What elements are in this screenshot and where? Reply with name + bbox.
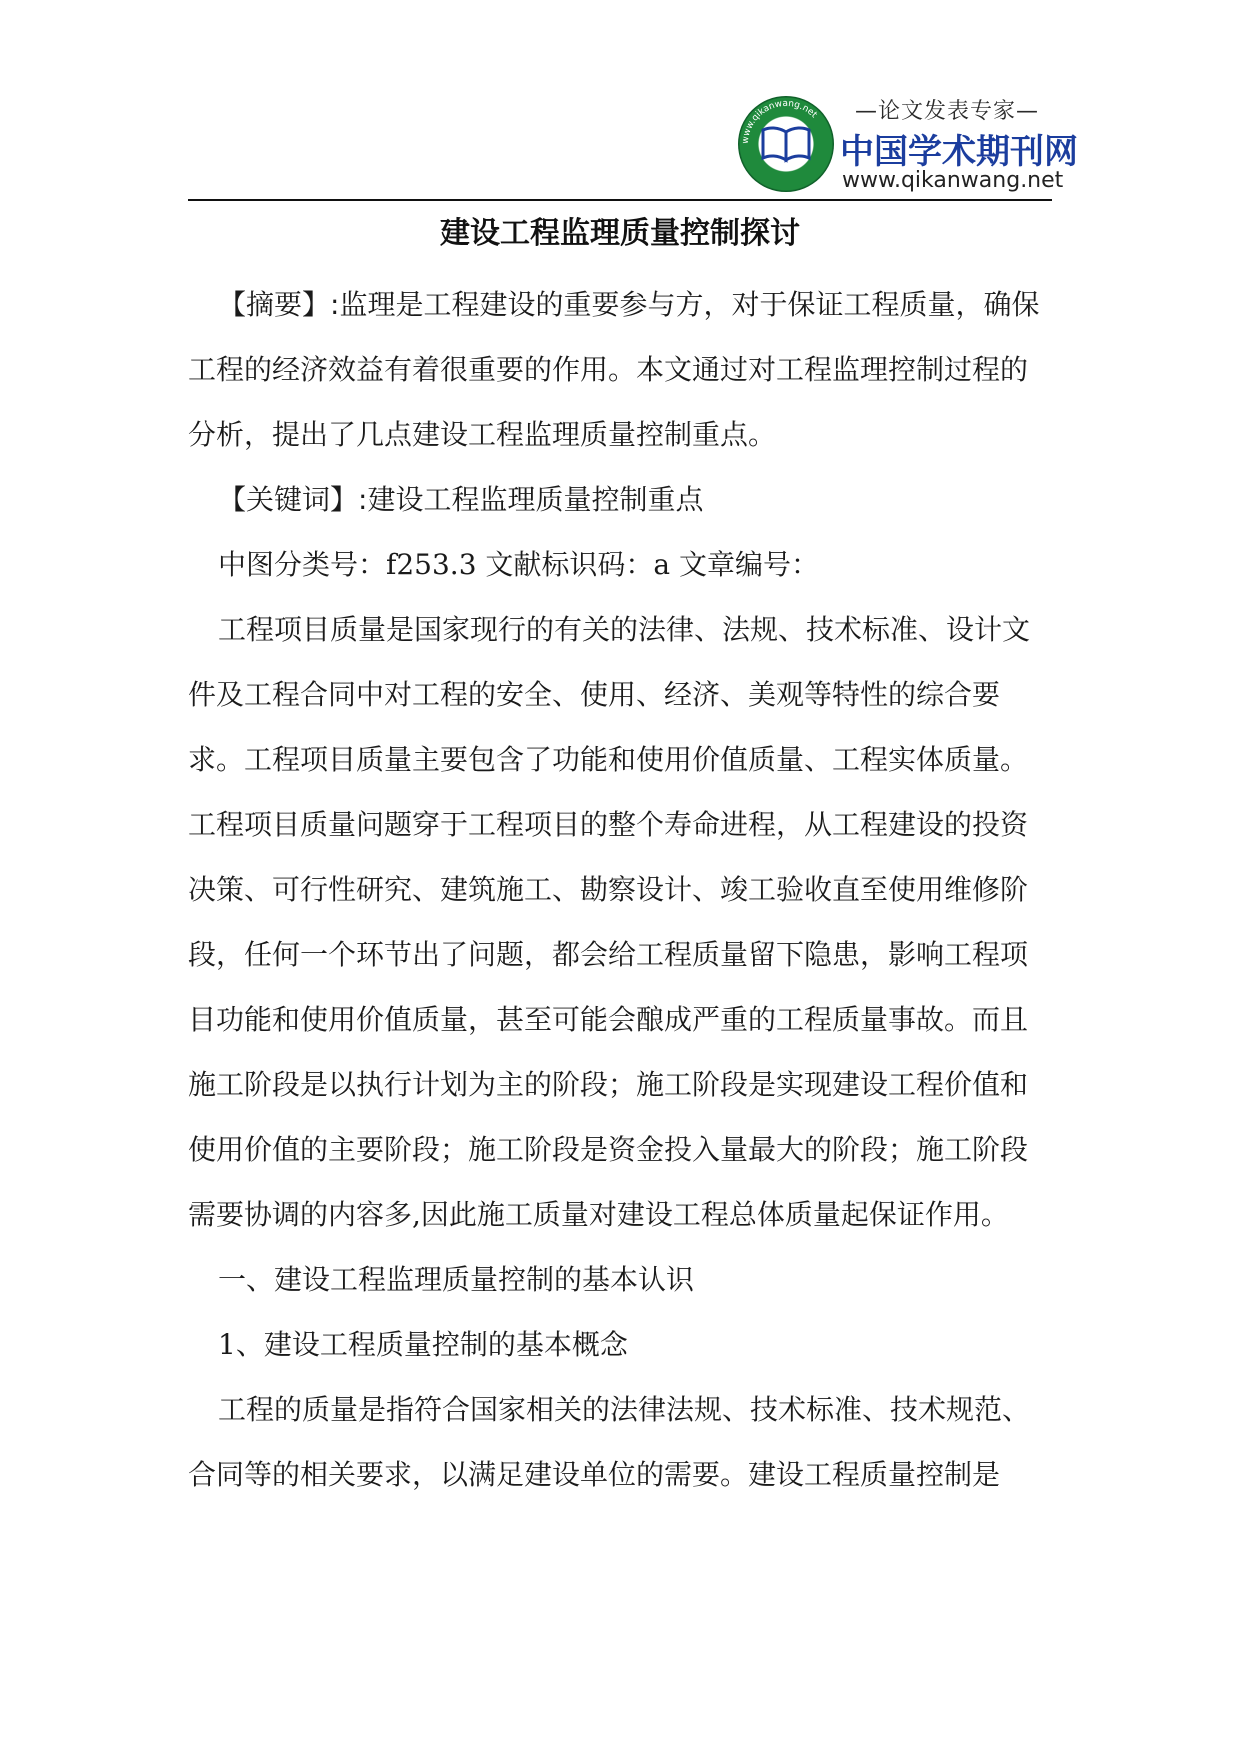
document-body (188, 272, 1052, 1507)
body-paragraph: 工程项目质量是国家现行的有关的法律、法规、技术标准、设计文件及工程合同中对工程的安全、使用、经济、美观等特性的综合要求。工程项目质量主要包含了功能和使用价值质量、工程实体质量。工程项目质量问题穿于工程项目的整个寿命进程，从工程建设的投资决策、可行性研究、建筑施工、勘察设计、竣工验收直至使用维修阶段，任何一个环节出了问题，都会给工程质量留下隐患，影响工程项目功能和使用价值质量，甚至可能会酿成严重的工程质量事故。而且施工阶段是以执行计划为主的阶段；施工阶段是实现建设工程价值和使用价值的主要阶段；施工阶段是资金投入量最大的阶段；施工阶段需要协调的内容多,因此施工质量对建设工程总体质量起保证作用。 (188, 613, 1031, 1231)
keywords-label: 【关键词】: (218, 483, 368, 516)
keywords-text: 建设工程监理质量控制重点 (367, 483, 704, 516)
body-paragraph: 工程的质量是指符合国家相关的法律法规、技术标准、技术规范、合同等的相关要求，以满足建设单位的需要。建设工程质量控制是 (188, 1393, 1031, 1491)
abstract-text: 监理是工程建设的重要参与方，对于保证工程质量，确保工程的经济效益有着很重要的作用。本文通过对工程监理控制过程的分析，提出了几点建设工程监理质量控制重点。 (188, 288, 1040, 451)
journal-logo[interactable] (738, 86, 1078, 198)
abstract-label: 【摘要】: (218, 288, 340, 321)
logo-url[interactable]: www.qikanwang.net (842, 168, 1064, 193)
document-title: 建设工程监理质量控制探讨 (440, 216, 800, 251)
logo-name: 中国学术期刊网 (840, 132, 1078, 172)
logo-tagline: —论文发表专家— (854, 99, 1039, 124)
section-heading: 一、建设工程监理质量控制的基本认识 (218, 1263, 695, 1296)
header-divider (188, 199, 1052, 201)
abstract-paragraph (188, 272, 1052, 467)
keywords-paragraph (188, 467, 1052, 532)
book-seal-icon (738, 96, 834, 192)
subsection-heading: 1、建设工程质量控制的基本概念 (218, 1328, 628, 1361)
open-book-icon (760, 124, 812, 164)
svg-text:www.qikanwang.net: www.qikanwang.net (740, 98, 819, 145)
classification-line: 中图分类号：f253.3 文献标识码：a 文章编号： (218, 548, 820, 581)
